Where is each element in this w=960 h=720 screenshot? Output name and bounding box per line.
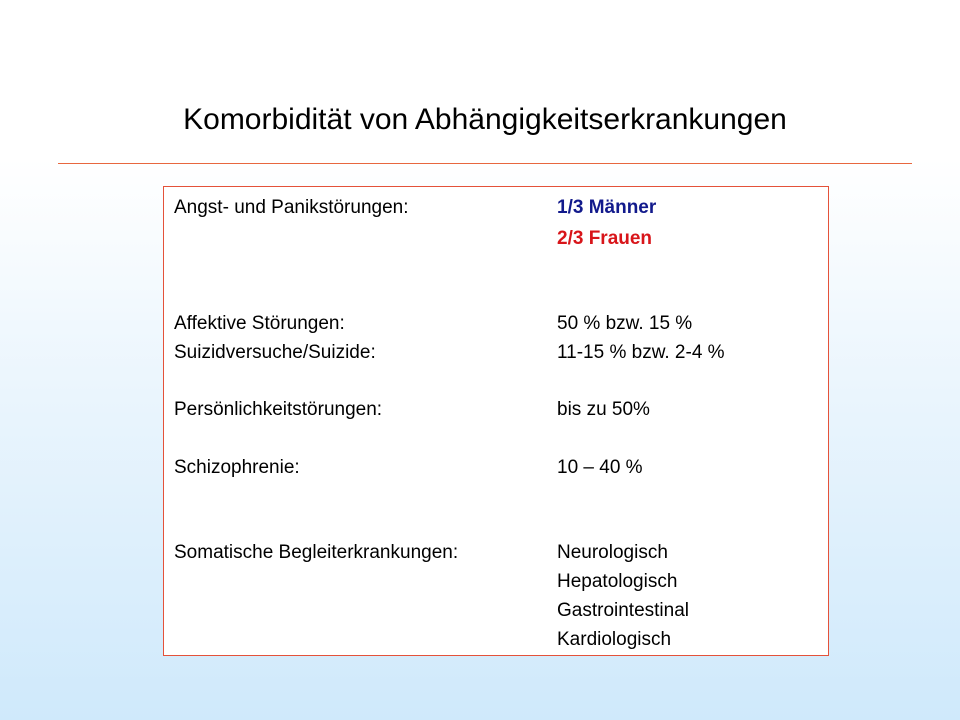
row-value-somatic-gastro: Gastrointestinal [557, 600, 690, 621]
row-label-somatic: Somatische Begleiterkrankungen: [174, 542, 459, 563]
row-label-suicide: Suizidversuche/Suizide: [174, 342, 376, 363]
row-value-suicide: 11-15 % bzw. 2-4 % [557, 342, 725, 363]
row-label-anxiety: Angst- und Panikstörungen: [174, 197, 409, 218]
row-value-personality: bis zu 50% [557, 399, 650, 420]
row-label-schizophrenia: Schizophrenie: [174, 457, 300, 478]
row-value-somatic-cardio: Kardiologisch [557, 629, 672, 650]
row-value-anxiety-men: 1/3 Männer [557, 197, 657, 218]
row-value-somatic-neuro: Neurologisch [557, 542, 668, 563]
row-value-anxiety-women: 2/3 Frauen [557, 228, 653, 249]
slide-title: Komorbidität von Abhängigkeitserkrankungen [183, 103, 787, 136]
row-label-affective: Affektive Störungen: [174, 313, 345, 334]
row-label-personality: Persönlichkeitstörungen: [174, 399, 383, 420]
row-value-schizophrenia: 10 – 40 % [557, 457, 643, 478]
title-divider [58, 163, 912, 164]
comorbidity-box [163, 186, 829, 656]
row-value-somatic-hepato: Hepatologisch [557, 571, 678, 592]
row-value-affective: 50 % bzw. 15 % [557, 313, 693, 334]
